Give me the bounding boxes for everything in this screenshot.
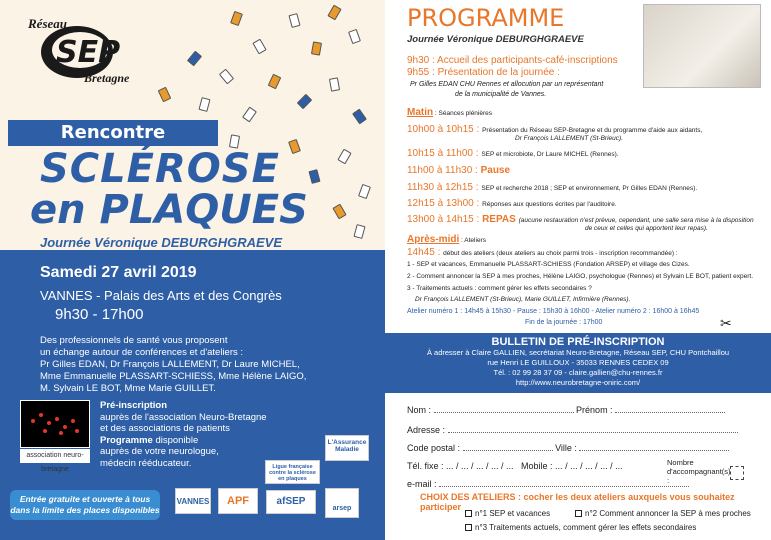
- session-text: SEP et microbiote, Dr Laure MICHEL (Rennes).: [481, 151, 619, 158]
- atelier-3-speakers: Dr François LALLEMENT (St-Brieuc), Marie GUILLET, Infirmière (Rennes).: [415, 296, 631, 303]
- ateliers-time: 14h45 :: [407, 247, 444, 258]
- atelier-1: 1 - SEP et vacances, Emmanuelle PLASSART-SCHIESS (Fondation ARSEP) et village des Cizes.: [407, 261, 690, 268]
- main-title-line2: en PLAQUES: [30, 187, 308, 233]
- atelier-3: 3 - Traitements actuels : comment gérer les effets secondaires ?: [407, 285, 592, 292]
- programme-title: PROGRAMME: [407, 4, 565, 32]
- reseau-sep-logo: [22, 10, 132, 90]
- checkbox-icon[interactable]: [465, 524, 472, 531]
- agenda-time: 9h55 :: [407, 67, 438, 78]
- form-row-name: [407, 405, 725, 415]
- checkbox-label: n°1 SEP et vacances: [475, 509, 551, 518]
- email-label: e-mail :: [407, 479, 437, 489]
- logo-sep-text: SEP: [56, 35, 121, 70]
- session-1-speaker: Dr François LALLEMENT (St-Brieuc).: [515, 135, 623, 142]
- adresse-field[interactable]: [448, 432, 738, 433]
- free-entry-box: [10, 490, 160, 520]
- event-date: Samedi 27 avril 2019: [40, 264, 197, 281]
- main-title-line1: SCLÉROSE: [40, 146, 280, 192]
- map-dots: [21, 401, 89, 447]
- session-4: [407, 182, 697, 193]
- programme-subtitle: Journée Véronique DEBURGHGRAEVE: [407, 34, 584, 45]
- nb-accompagnants-box[interactable]: [730, 466, 744, 480]
- ville-field[interactable]: [579, 450, 729, 451]
- agenda-detail: de la municipalité de Vannes.: [455, 91, 547, 98]
- left-panel: [0, 0, 385, 540]
- assurance-maladie-logo: L'Assurance Maladie: [325, 435, 369, 461]
- form-row-email: [407, 479, 689, 489]
- checkbox-icon[interactable]: [465, 510, 472, 517]
- banner-text: Rencontre: [60, 122, 166, 143]
- session-text: Réponses aux questions écrites par l'auditoire.: [482, 201, 617, 208]
- session-time: 10h00 à 10h15 :: [407, 124, 483, 135]
- right-panel: [385, 0, 771, 540]
- preinsc-line: médecin rééducateur.: [100, 457, 192, 469]
- checkbox-label: n°2 Comment annoncer la SEP à mes proches: [585, 509, 751, 518]
- event-subtitle: Journée Véronique DEBURGHGRAEVE: [40, 235, 282, 250]
- session-time: 11h00 à 11h30 :: [407, 165, 481, 176]
- checkbox-atelier-1[interactable]: [465, 509, 550, 518]
- mobile-field[interactable]: Mobile : ... / ... / ... / ... / ...: [521, 461, 623, 471]
- bulletin-title: BULLETIN DE PRÉ-INSCRIPTION: [491, 336, 665, 348]
- session-time: 12h15 à 13h00 :: [407, 198, 483, 209]
- apf-logo: APF: [218, 488, 258, 514]
- session-time: 10h15 à 11h00 :: [407, 148, 482, 159]
- session-text: SEP et recherche 2018 ; SEP et environnement, Pr Gilles EDAN (Rennes).: [481, 185, 698, 192]
- vannes-logo: VANNES: [175, 488, 211, 514]
- agenda-line-presentation: [407, 67, 560, 78]
- apm-sub: : Ateliers: [459, 237, 486, 244]
- intro-line: M. Sylvain LE BOT, Mme Marie GUILLET.: [40, 383, 216, 394]
- ateliers-start: [407, 247, 678, 258]
- session-time: 13h00 à 14h15 :: [407, 214, 483, 225]
- prenom-field[interactable]: [615, 412, 725, 413]
- apm-label: Après-midi: [407, 234, 460, 245]
- doctor-photo: [643, 4, 761, 88]
- session-3: [407, 165, 510, 176]
- bulletin-line: À adresser à Claire GALLIEN, secrétariat Neuro-Bretagne, Réseau SEP, CHU Pontchaillou: [426, 348, 730, 357]
- end-of-day: Fin de la journée : 17h00: [525, 319, 603, 326]
- event-hours: 9h30 - 17h00: [55, 306, 144, 323]
- checkbox-icon[interactable]: [575, 510, 582, 517]
- agenda-text: Accueil des participants-café-inscriptions: [437, 55, 618, 66]
- prenom-label: Prénom :: [576, 405, 613, 415]
- ateliers-text: début des ateliers (deux ateliers au choix parmi trois - inscription recommandée) :: [443, 250, 678, 257]
- bulletin-header: [385, 333, 771, 393]
- session-repas: REPAS: [482, 214, 516, 225]
- bulletin-line: rue Henri LE GUILLOUX - 35033 RENNES CEDEX 09: [487, 358, 669, 367]
- brittany-map-image: [20, 400, 90, 448]
- form-row-cp: [407, 443, 729, 453]
- apres-midi-heading: [407, 234, 486, 245]
- logo-reseau-text: Réseau: [28, 16, 67, 31]
- email-field[interactable]: [439, 486, 689, 487]
- session-text: (aucune restauration n'est prévue, cependant, une salle sera mise à la disposition: [518, 217, 754, 224]
- intro-line: Des professionnels de santé vous proposent: [40, 335, 228, 346]
- form-row-adresse: [407, 425, 738, 435]
- agenda-time: 9h30 :: [407, 55, 438, 66]
- session-text: Présentation du Réseau SEP-Bretagne et du programme d'aide aux aidants,: [482, 127, 703, 134]
- programme-word: Programme: [100, 434, 153, 446]
- free-line: Entrée gratuite et ouverte à tous: [19, 494, 151, 504]
- matin-heading: [407, 107, 492, 118]
- bulletin-line: Tél. : 02 99 28 37 09 - claire.gallien@chu-rennes.fr: [493, 368, 663, 377]
- ligue-sep-logo: Ligue française contre la sclérose en plaques: [265, 460, 320, 484]
- adresse-label: Adresse :: [407, 425, 446, 435]
- form-row-tel: [407, 461, 623, 471]
- association-label: association neuro-bretagne: [20, 449, 90, 463]
- session-1: [407, 124, 702, 135]
- intro-text: [40, 335, 360, 395]
- logo-graphic: [22, 10, 132, 90]
- nom-label: Nom :: [407, 405, 432, 415]
- intro-line: un échange autour de conférences et d'ateliers :: [40, 347, 244, 358]
- matin-sub: : Séances plénières: [433, 110, 493, 117]
- preinsc-line: auprès de l'association Neuro-Bretagne: [100, 411, 267, 423]
- arsep-logo: arsep: [325, 488, 359, 518]
- intro-line: Pr Gilles EDAN, Dr François LALLEMENT, Dr Laure MICHEL,: [40, 359, 300, 370]
- bulletin-line: http://www.neurobretagne-oniric.com/: [515, 378, 641, 387]
- nom-field[interactable]: [434, 412, 574, 413]
- ateliers-schedule: Atelier numéro 1 : 14h45 à 15h30 - Pause : 15h30 à 16h00 - Atelier numéro 2 : 16h00 à 16h45: [407, 308, 700, 315]
- choix-ateliers-heading: CHOIX DES ATELIERS : cocher les deux ateliers auxquels vous souhaitez participer: [420, 492, 735, 512]
- tel-field[interactable]: Tél. fixe : ... / ... / ... / ... / ...: [407, 461, 514, 471]
- preinscription-info: [100, 400, 280, 469]
- atelier-2: 2 - Comment annoncer la SEP à mes proches, Hélène LAIGO, psychologue (Rennes) et Sylvain LE BOT, patient expert.: [407, 273, 754, 280]
- matin-label: Matin: [407, 107, 434, 118]
- scissors-icon: ✂: [720, 315, 732, 331]
- session-6-note: de ceux et celles qui apportent leur repas).: [585, 225, 708, 232]
- session-6: [407, 214, 754, 225]
- preinsc-title: Pré-inscription: [100, 400, 168, 411]
- session-5: [407, 198, 617, 209]
- afsep-logo: afSEP: [266, 490, 316, 514]
- agenda-line-accueil: [407, 55, 618, 66]
- logo-region-text: Bretagne: [84, 71, 130, 85]
- agenda-detail: Pr Gilles EDAN CHU Rennes et allocution par un représentant: [410, 81, 604, 88]
- programme-rest: disponible: [152, 434, 199, 446]
- agenda-text: Présentation de la journée :: [437, 67, 560, 78]
- session-2: [407, 148, 619, 159]
- intro-line: Mme Emmanuelle PLASSART-SCHIESS, Mme Hélène LAIGO,: [40, 371, 307, 382]
- session-pause: Pause: [480, 165, 511, 176]
- preinsc-line: et des associations de patients: [100, 423, 230, 434]
- free-line: dans la limite des places disponibles: [10, 505, 160, 515]
- cp-field[interactable]: [463, 450, 553, 451]
- ville-label: Ville :: [555, 443, 577, 453]
- cp-label: Code postal :: [407, 443, 461, 453]
- rencontre-banner: [8, 120, 218, 146]
- checkbox-label: n°3 Traitements actuels, comment gérer les effets secondaires: [475, 523, 697, 532]
- preinsc-line: auprès de votre neurologue,: [100, 446, 219, 457]
- preinsc-programme-line: [100, 435, 280, 447]
- session-time: 11h30 à 12h15 :: [407, 182, 482, 193]
- nb-accompagnants-label: Nombre d'accompagnant(s) :: [667, 458, 731, 485]
- checkbox-atelier-2[interactable]: [575, 509, 751, 518]
- checkbox-atelier-3[interactable]: [465, 523, 696, 532]
- event-place: VANNES - Palais des Arts et des Congrès: [40, 288, 282, 303]
